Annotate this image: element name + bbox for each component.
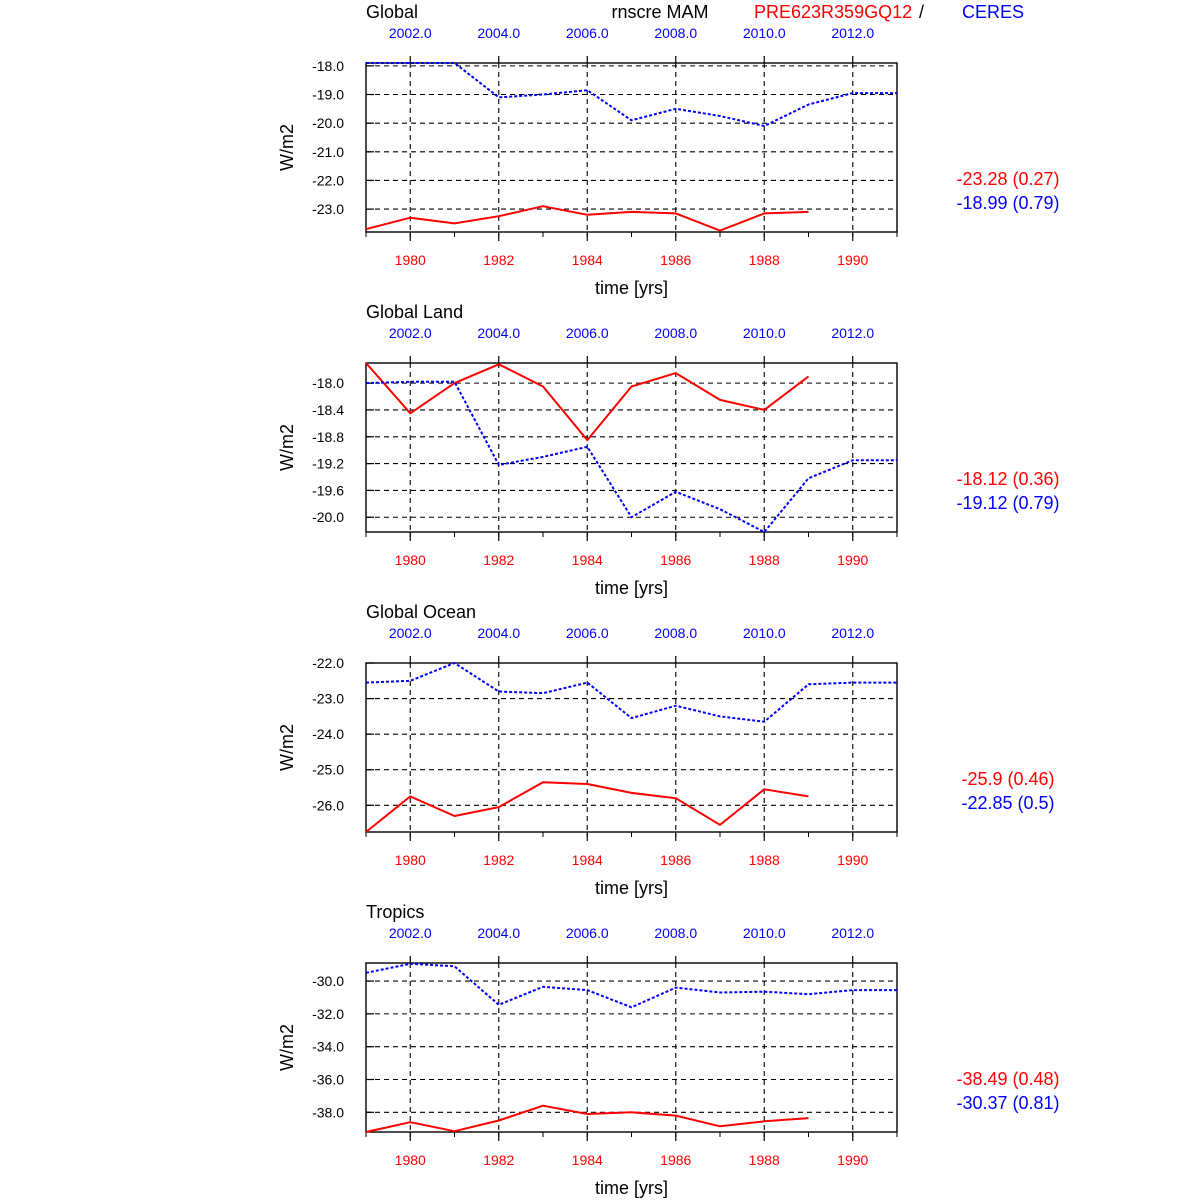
- y-tick-label: -21.0: [312, 143, 344, 160]
- x-tick-label-bottom: 1982: [483, 852, 515, 868]
- y-tick-label: -38.0: [312, 1104, 344, 1121]
- stat-label: -18.12 (0.36): [956, 469, 1060, 489]
- y-tick-label: -20.0: [312, 115, 344, 132]
- y-axis-label: W/m2: [277, 724, 297, 771]
- x-tick-label-bottom: 1990: [837, 552, 869, 568]
- x-tick-label-bottom: 1980: [394, 552, 426, 568]
- x-tick-label-top: 2004.0: [477, 925, 521, 941]
- x-tick-label-bottom: 1982: [483, 1152, 515, 1168]
- stat-label: -19.12 (0.79): [956, 493, 1060, 513]
- y-tick-label: -32.0: [312, 1005, 344, 1022]
- x-tick-label-bottom: 1982: [483, 552, 515, 568]
- x-tick-label-top: 2008.0: [654, 25, 698, 41]
- x-tick-label-bottom: 1986: [660, 252, 692, 268]
- stat-label: -22.85 (0.5): [961, 793, 1055, 813]
- x-tick-label-top: 2010.0: [742, 325, 786, 341]
- x-tick-label-bottom: 1986: [660, 852, 692, 868]
- y-tick-label: -25.0: [312, 761, 344, 778]
- y-axis-label: W/m2: [277, 424, 297, 471]
- x-tick-label-bottom: 1988: [748, 852, 780, 868]
- y-tick-label: -22.0: [312, 172, 344, 189]
- panels: [277, 2, 1060, 1198]
- x-tick-label-bottom: 1990: [837, 852, 869, 868]
- y-tick-label: -26.0: [312, 797, 344, 814]
- y-tick-label: -22.0: [312, 655, 344, 671]
- x-tick-label-bottom: 1984: [571, 552, 603, 568]
- x-tick-label-top: 2002.0: [388, 625, 432, 641]
- stat-label: -25.9 (0.46): [961, 769, 1055, 789]
- y-tick-label: -30.0: [312, 973, 344, 990]
- x-tick-label-top: 2004.0: [477, 325, 521, 341]
- panel-global-ocean: [277, 602, 1055, 898]
- y-tick-label: -23.0: [312, 690, 344, 707]
- x-tick-label-bottom: 1986: [660, 1152, 692, 1168]
- x-axis-label: time [yrs]: [594, 578, 669, 598]
- y-axis-label: W/m2: [277, 1024, 297, 1071]
- y-tick-label: -34.0: [312, 1038, 344, 1055]
- x-axis-label: time [yrs]: [594, 878, 669, 898]
- x-tick-label-bottom: 1984: [571, 252, 603, 268]
- y-tick-label: -24.0: [312, 726, 344, 743]
- variable-label: rnscre MAM: [611, 2, 709, 22]
- y-tick-label: -23.0: [312, 201, 344, 218]
- y-tick-label: -18.8: [312, 428, 344, 445]
- x-tick-label-top: 2006.0: [565, 325, 609, 341]
- panel-title: Global Ocean: [366, 602, 477, 622]
- x-tick-label-top: 2008.0: [654, 625, 698, 641]
- y-tick-label: -20.0: [312, 509, 344, 526]
- series-line-obs: [366, 663, 897, 722]
- x-tick-label-bottom: 1984: [571, 1152, 603, 1168]
- x-tick-label-bottom: 1980: [394, 852, 426, 868]
- panel-title: Global: [366, 2, 419, 22]
- stat-label: -23.28 (0.27): [956, 169, 1060, 189]
- y-tick-label: -18.0: [312, 57, 344, 74]
- x-tick-label-top: 2012.0: [831, 625, 875, 641]
- x-tick-label-top: 2012.0: [831, 25, 875, 41]
- y-axis-label: W/m2: [277, 124, 297, 171]
- series-line-obs: [366, 382, 897, 532]
- y-tick-label: -19.6: [312, 482, 344, 499]
- y-tick-label: -18.4: [312, 401, 344, 418]
- panel-global-land: [277, 302, 1060, 598]
- panel-tropics: [277, 902, 1060, 1198]
- x-tick-label-bottom: 1986: [660, 552, 692, 568]
- plot-frame: [366, 663, 897, 832]
- x-tick-label-top: 2008.0: [654, 325, 698, 341]
- x-tick-label-bottom: 1990: [837, 1152, 869, 1168]
- x-tick-label-bottom: 1988: [748, 1152, 780, 1168]
- x-axis-label: time [yrs]: [594, 1178, 669, 1198]
- x-tick-label-top: 2012.0: [831, 925, 875, 941]
- x-tick-label-bottom: 1988: [748, 552, 780, 568]
- stat-label: -38.49 (0.48): [956, 1069, 1060, 1089]
- x-tick-label-top: 2010.0: [742, 925, 786, 941]
- x-tick-label-top: 2006.0: [565, 625, 609, 641]
- x-tick-label-top: 2002.0: [388, 925, 432, 941]
- x-tick-label-top: 2012.0: [831, 325, 875, 341]
- x-tick-label-top: 2006.0: [565, 25, 609, 41]
- x-tick-label-top: 2010.0: [742, 625, 786, 641]
- x-tick-label-top: 2006.0: [565, 925, 609, 941]
- panel-title: Global Land: [366, 302, 464, 322]
- x-tick-label-bottom: 1984: [571, 852, 603, 868]
- x-axis-label: time [yrs]: [594, 278, 669, 298]
- y-tick-label: -18.0: [312, 375, 344, 392]
- obs-label: CERES: [962, 2, 1025, 22]
- x-tick-label-top: 2002.0: [388, 25, 432, 41]
- x-tick-label-bottom: 1980: [394, 1152, 426, 1168]
- y-tick-label: -19.0: [312, 86, 344, 103]
- x-tick-label-bottom: 1982: [483, 252, 515, 268]
- series-line-obs: [366, 964, 897, 1008]
- label-separator: /: [919, 2, 925, 22]
- y-tick-label: -19.2: [312, 455, 344, 472]
- x-tick-label-top: 2004.0: [477, 625, 521, 641]
- panel-global: [277, 2, 1060, 298]
- plot-frame: [366, 63, 897, 232]
- x-tick-label-bottom: 1988: [748, 252, 780, 268]
- model-label: PRE623R359GQ12: [754, 2, 913, 22]
- panel-title: Tropics: [366, 902, 425, 922]
- plot-frame: [366, 963, 897, 1132]
- figure-header: [611, 2, 1024, 22]
- stat-label: -18.99 (0.79): [956, 193, 1060, 213]
- x-tick-label-bottom: 1990: [837, 252, 869, 268]
- x-tick-label-top: 2004.0: [477, 25, 521, 41]
- x-tick-label-top: 2010.0: [742, 25, 786, 41]
- x-tick-label-top: 2002.0: [388, 325, 432, 341]
- x-tick-label-top: 2008.0: [654, 925, 698, 941]
- x-tick-label-bottom: 1980: [394, 252, 426, 268]
- stat-label: -30.37 (0.81): [956, 1093, 1060, 1113]
- y-tick-label: -36.0: [312, 1071, 344, 1088]
